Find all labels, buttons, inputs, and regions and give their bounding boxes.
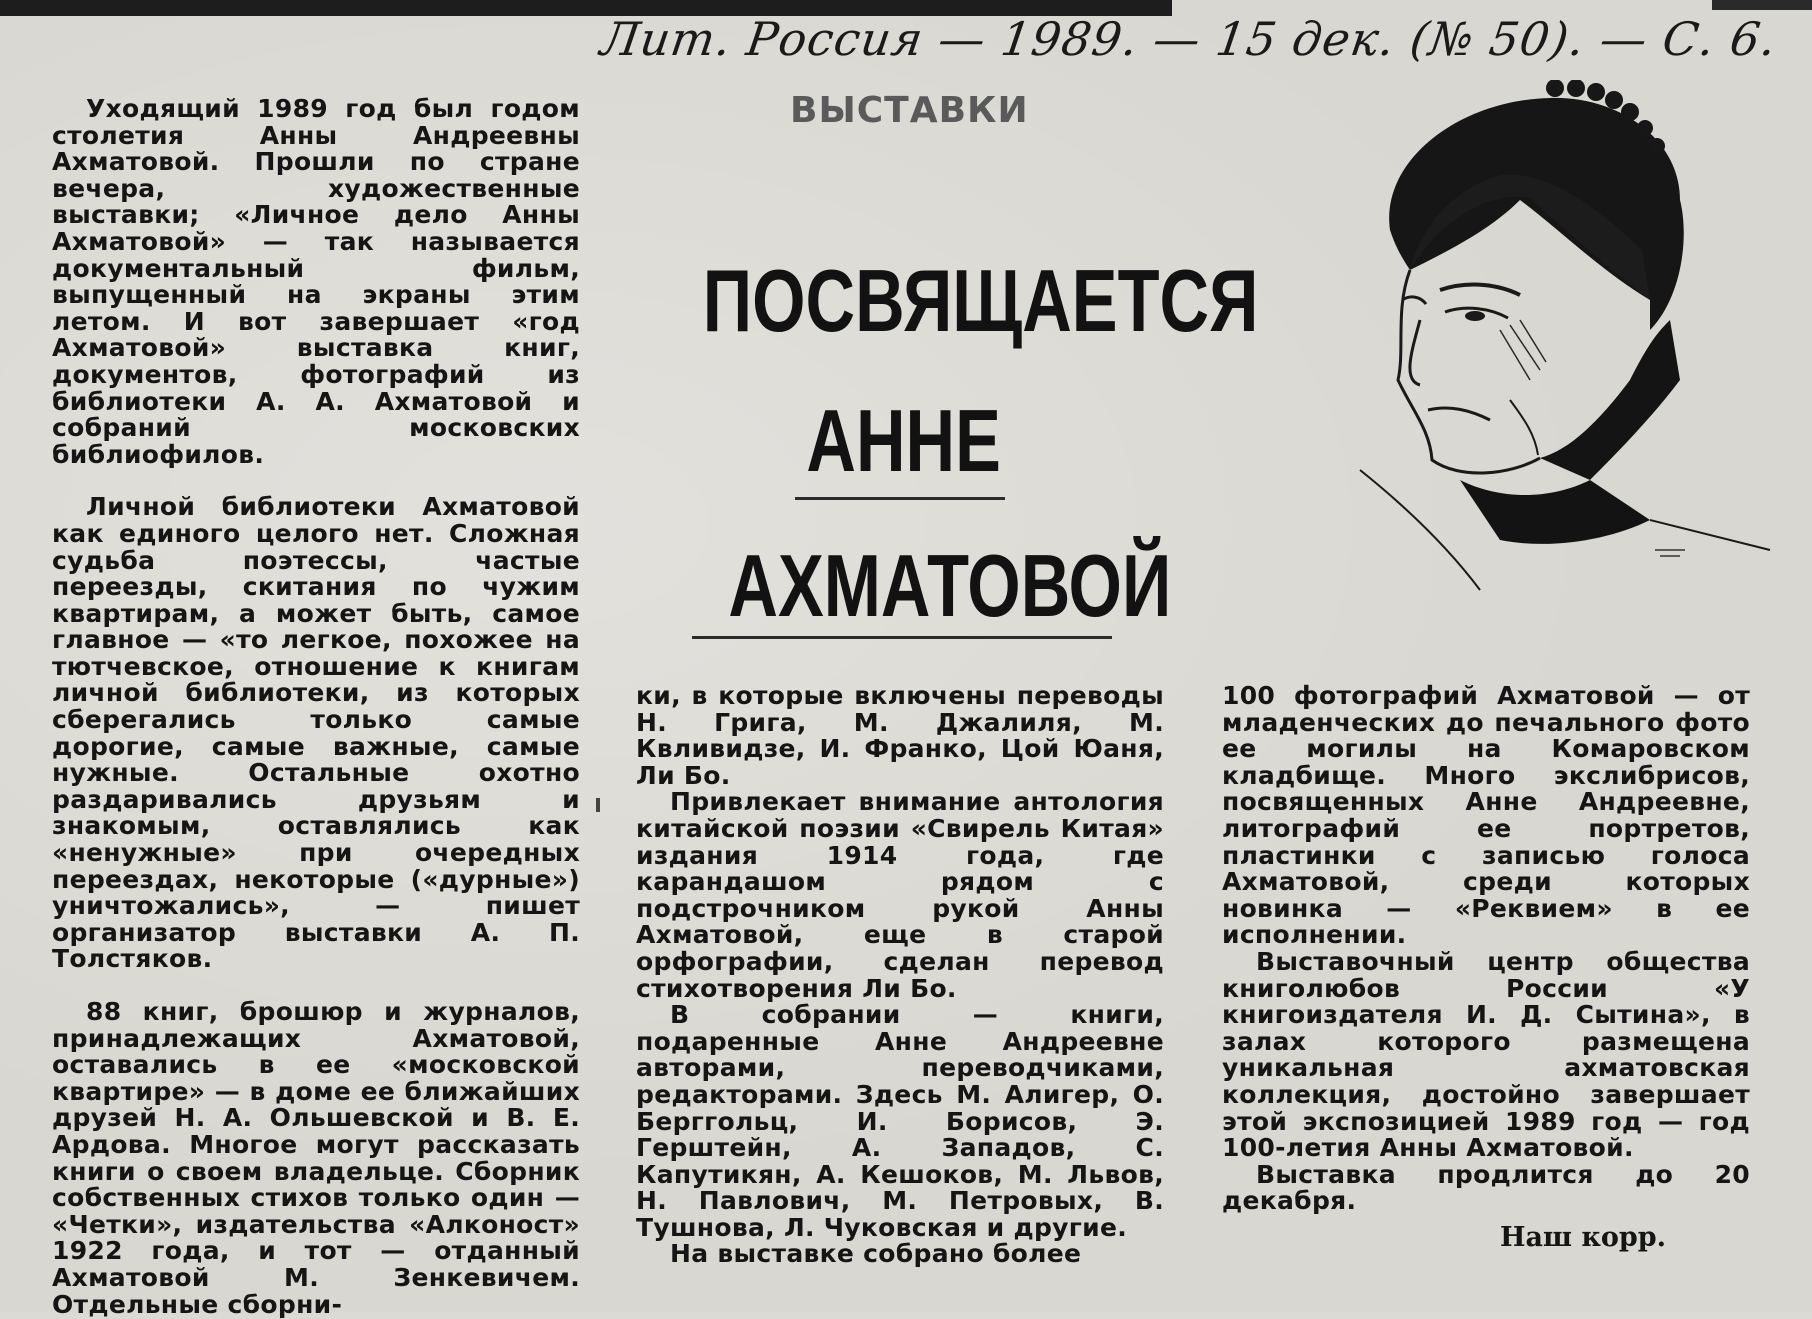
paragraph: Выставка продлится до 20 декабря.	[1222, 1159, 1750, 1216]
paragraph: Выставочный центр общества книголюбов России «У книгоиздателя И. Д. Сытина», в залах которого размещена уникальная ахматовская коллекция, достойно завершает этой экспозицией 1989 год — год 100-летия Анны Ахматовой.	[1222, 946, 1750, 1163]
paragraph: Личной библиотеки Ахматовой как единого целого нет. Сложная судьба поэтессы, частые переезды, скитания по чужим квартирам, а может быть, самое главное — «то легкое, похожее на тютчевское, отношение к книгам личной библиотеки, из которых сберегались только самые дорогие, самые важные, самые нужные. Остальные охотно раздаривались друзьям и знакомым, оставлялись как «ненужные» при очередных переездах, некоторые («дурные») уничтожались», — пишет организатор выставки А. П. Толстяков.	[52, 492, 580, 974]
article-column-2	[636, 683, 1164, 1303]
section-rubric: ВЫСТАВКИ	[790, 90, 1029, 131]
headline-rule-1	[795, 497, 1005, 500]
akhmatova-portrait-drawing	[1350, 80, 1790, 600]
print-mark	[596, 798, 600, 812]
page-edge-band-right	[1712, 0, 1812, 10]
paragraph: В собрании — книги, подаренные Анне Андреевне авторами, переводчиками, редакторами. Здесь М. Алигер, О. Берггольц, И. Борисов, Э. Герштейн, А. Западов, С. Капутикян, А. Кешоков, М. Львов, Н. Павлович, М. Петровых, В. Тушнова, Л. Чуковская и другие.	[636, 1000, 1164, 1242]
paragraph: 100 фотографий Ахматовой — от младенческих до печального фото ее могилы на Комаровском кладбище. Много экслибрисов, посвященных Анне Андреевне, литографий ее портретов, пластинки с записью голоса Ахматовой, среди которых новинка — «Реквием» в ее исполнении.	[1222, 681, 1750, 950]
paragraph: Уходящий 1989 год был годом столетия Анны Андреевны Ахматовой. Прошли по стране вечера, художественные выставки; «Личное дело Анны Ахматовой» — так называется документальный фильм, выпущенный на экраны этим летом. И вот завершает «год Ахматовой» выставка книг, документов, фотографий из библиотеки А. А. Ахматовой и собраний московских библиофилов.	[52, 94, 580, 469]
paragraph: 88 книг, брошюр и журналов, принадлежащих Ахматовой, оставались в ее «московской квартире» — в доме ее ближайших друзей Н. А. Ольшевской и В. Е. Ардова. Многое могут рассказать книги о своем владельце. Сборник собственных стихов только один — «Четки», издательства «Алконост» 1922 года, и тот — отданный Ахматовой М. Зенкевичем. Отдельные сборни-	[52, 997, 580, 1319]
headline-line-3: АХМАТОВОЙ	[728, 536, 1172, 635]
paragraph: На выставке собрано более	[670, 1239, 1082, 1269]
paragraph: ки, в которые включены переводы Н. Грига, М. Джалиля, М. Квливидзе, И. Франко, Цой Юаня, Ли Бо.	[636, 681, 1164, 790]
headline-line-2: АННЕ	[806, 391, 1001, 490]
article-column-3	[1222, 681, 1750, 1216]
article-column-1	[52, 94, 580, 1319]
paragraph: Привлекает внимание антология китайской поэзии «Свирель Китая» издания 1914 года, где карандашом рядом с подстрочником рукой Анны Ахматовой, еще в старой орфографии, сделан перевод стихотворения Ли Бо.	[636, 787, 1164, 1003]
headline-line-1: ПОСВЯЩАЕТСЯ	[702, 251, 1259, 350]
handwritten-citation: Лит. Россия — 1989. — 15 дек. (№ 50). — С. 6.	[597, 12, 1781, 66]
author-signature: Наш корр.	[1500, 1222, 1667, 1253]
